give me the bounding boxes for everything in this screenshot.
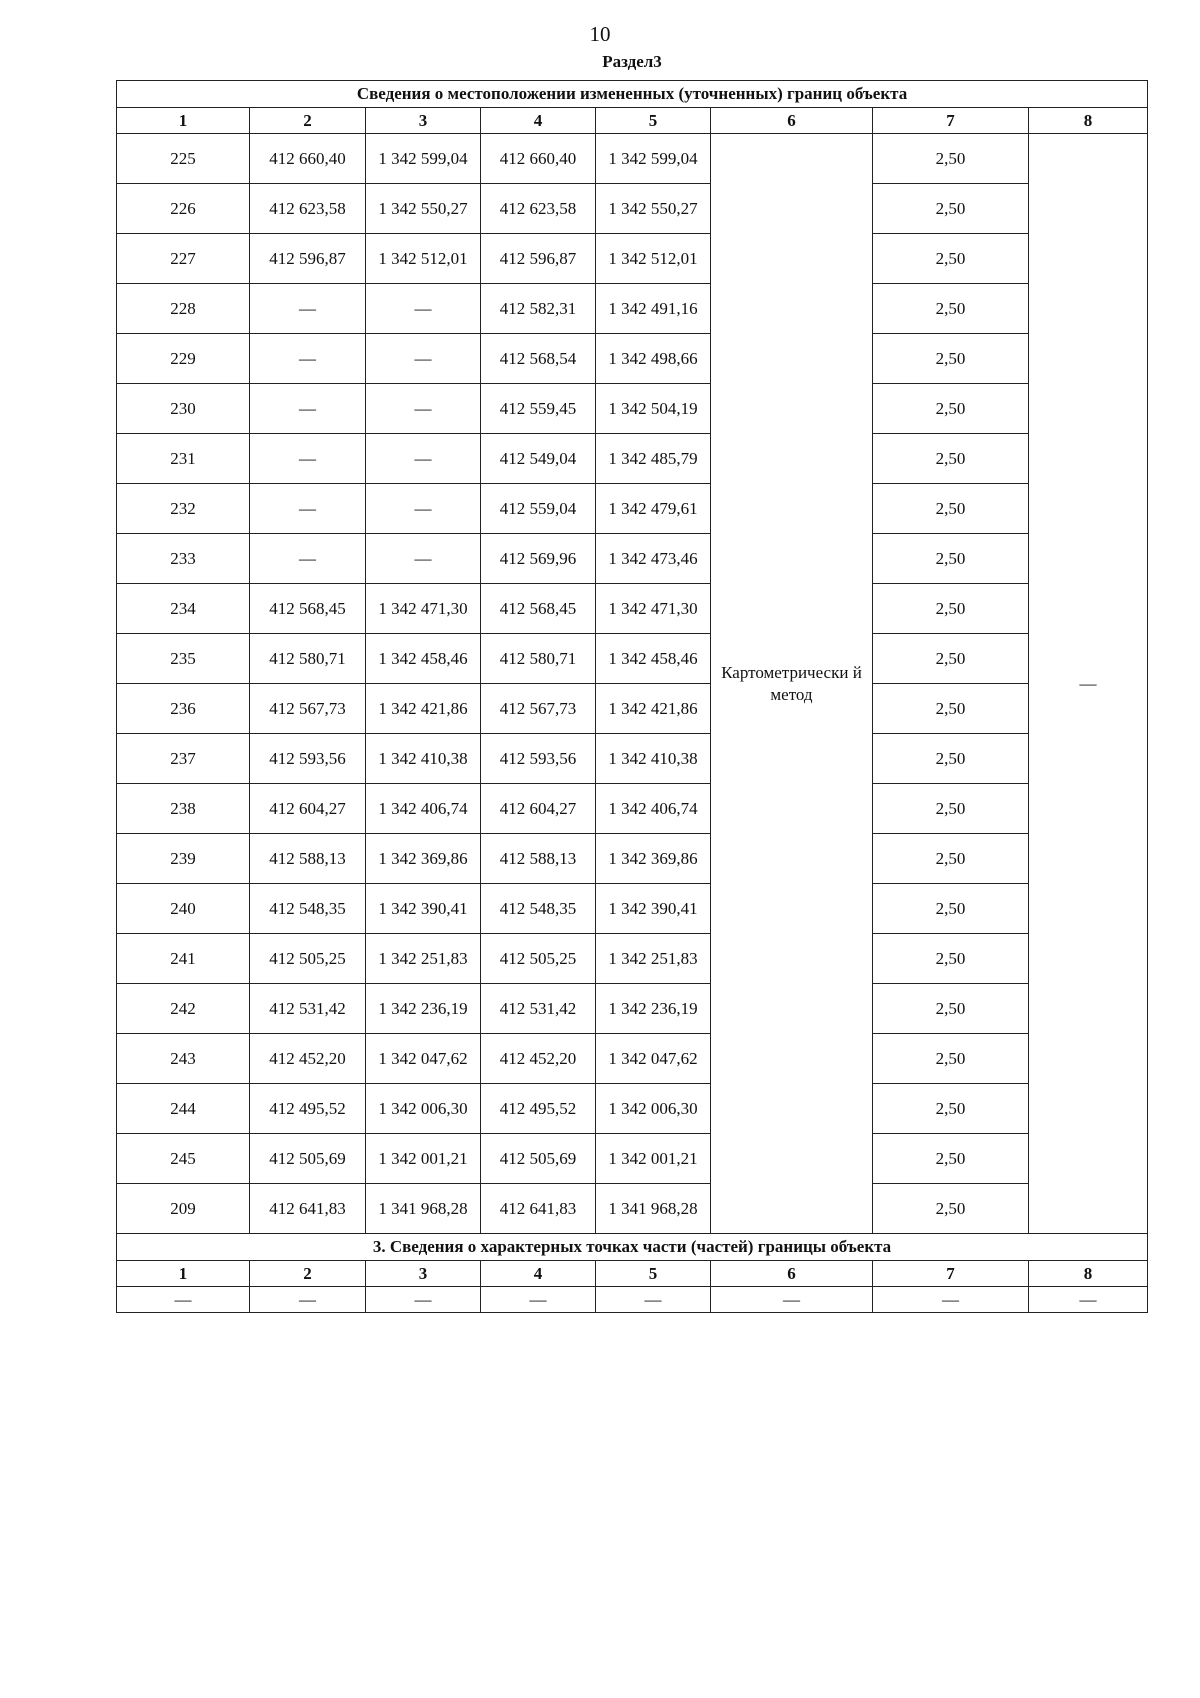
cell-point: 232 [117,484,250,534]
cell-point: 237 [117,734,250,784]
cell-x-old: — [250,384,366,434]
table-row [117,1134,1148,1184]
table-row [117,934,1148,984]
cell-x-old: 412 495,52 [250,1084,366,1134]
cell-y-old: 1 342 369,86 [366,834,481,884]
table-row [117,1184,1148,1234]
cell-accuracy: 2,50 [873,1084,1029,1134]
cell-point: 228 [117,284,250,334]
cell-y-new: 1 342 006,30 [596,1084,711,1134]
cell-y-new: 1 342 421,86 [596,684,711,734]
cell-point: 242 [117,984,250,1034]
cell-y-old: 1 342 512,01 [366,234,481,284]
cell-x-new: 412 452,20 [481,1034,596,1084]
table-row [117,334,1148,384]
cell-point: 227 [117,234,250,284]
table-row [117,284,1148,334]
cell-y-old: — [366,334,481,384]
cell-x-old: — [250,334,366,384]
table2-col-number: 1 [117,1261,250,1287]
cell-point: 225 [117,134,250,184]
table2-col-number: 5 [596,1261,711,1287]
cell-y-old: — [366,484,481,534]
cell-accuracy: 2,50 [873,384,1029,434]
cell-x-old: — [250,534,366,584]
cell-x-new: 412 567,73 [481,684,596,734]
cell-accuracy: 2,50 [873,634,1029,684]
cell-accuracy: 2,50 [873,684,1029,734]
cell-point: 230 [117,384,250,434]
cell-x-new: 412 641,83 [481,1184,596,1234]
cell-y-new: 1 342 491,16 [596,284,711,334]
cell-point: 236 [117,684,250,734]
cell-x-new: 412 588,13 [481,834,596,884]
cell-y-old: 1 342 599,04 [366,134,481,184]
cell-x-old: — [250,484,366,534]
table-row [117,484,1148,534]
cell-y-old: 1 342 458,46 [366,634,481,684]
cell-y-new: 1 342 001,21 [596,1134,711,1184]
cell-x-new: 412 604,27 [481,784,596,834]
table2-col-number: 8 [1029,1261,1148,1287]
page-number: 10 [589,22,611,46]
cell-accuracy: 2,50 [873,1034,1029,1084]
cell-y-new: 1 342 406,74 [596,784,711,834]
cell-x-new: 412 568,45 [481,584,596,634]
cell-accuracy: 2,50 [873,884,1029,934]
boundary-table [116,80,1148,1313]
cell-y-new: 1 342 369,86 [596,834,711,884]
cell-y-old: 1 342 006,30 [366,1084,481,1134]
cell-x-new: 412 531,42 [481,984,596,1034]
cell-x-old: 412 596,87 [250,234,366,284]
cell-x-old: 412 604,27 [250,784,366,834]
cell-y-old: — [366,534,481,584]
cell-accuracy: 2,50 [873,334,1029,384]
cell-y-new: 1 342 410,38 [596,734,711,784]
cell-accuracy: 2,50 [873,234,1029,284]
cell-accuracy: 2,50 [873,734,1029,784]
cell-y-new: 1 342 512,01 [596,234,711,284]
cell-y-old: 1 342 236,19 [366,984,481,1034]
cell-accuracy: 2,50 [873,284,1029,334]
cell-point: 238 [117,784,250,834]
cell-y-new: 1 341 968,28 [596,1184,711,1234]
table-row [117,884,1148,934]
cell-dash: — [250,1287,366,1313]
table-row [117,534,1148,584]
cell-dash: — [1029,1287,1148,1313]
cell-x-new: 412 623,58 [481,184,596,234]
cell-y-old: — [366,434,481,484]
cell-x-new: 412 505,25 [481,934,596,984]
cell-x-old: 412 623,58 [250,184,366,234]
cell-x-new: 412 660,40 [481,134,596,184]
cell-point: 239 [117,834,250,884]
cell-dash: — [481,1287,596,1313]
cell-accuracy: 2,50 [873,784,1029,834]
cell-x-old: 412 580,71 [250,634,366,684]
cell-point: 234 [117,584,250,634]
cell-accuracy: 2,50 [873,1134,1029,1184]
cell-y-new: 1 342 504,19 [596,384,711,434]
cell-y-old: 1 342 047,62 [366,1034,481,1084]
table-row [117,234,1148,284]
table1-col-number: 4 [481,108,596,134]
cell-x-old: 412 505,69 [250,1134,366,1184]
cell-x-new: 412 559,45 [481,384,596,434]
table-row [117,734,1148,784]
table-row [117,434,1148,484]
cell-y-new: 1 342 458,46 [596,634,711,684]
cell-y-new: 1 342 599,04 [596,134,711,184]
table1-col-number: 6 [711,108,873,134]
table-row [117,834,1148,884]
table-row [117,1034,1148,1084]
cell-method: Картометрически й метод [711,134,873,1234]
table2-column-numbers [117,1261,1148,1287]
table-row [117,784,1148,834]
cell-x-old: 412 567,73 [250,684,366,734]
cell-y-old: 1 342 001,21 [366,1134,481,1184]
table-row [117,634,1148,684]
cell-y-new: 1 342 390,41 [596,884,711,934]
table2-col-number: 3 [366,1261,481,1287]
cell-y-new: 1 342 550,27 [596,184,711,234]
cell-y-old: 1 342 251,83 [366,934,481,984]
cell-x-old: 412 531,42 [250,984,366,1034]
cell-accuracy: 2,50 [873,484,1029,534]
cell-dash: — [711,1287,873,1313]
cell-accuracy: 2,50 [873,934,1029,984]
cell-column8: — [1029,134,1148,1234]
cell-accuracy: 2,50 [873,184,1029,234]
table-row [117,184,1148,234]
table2-title: 3. Сведения о характерных точках части (частей) границы объекта [117,1234,1148,1261]
cell-y-new: 1 342 047,62 [596,1034,711,1084]
cell-y-old: — [366,284,481,334]
table1-title: Сведения о местоположении измененных (уточненных) границ объекта [117,81,1148,108]
cell-point: 243 [117,1034,250,1084]
cell-x-old: 412 660,40 [250,134,366,184]
cell-y-new: 1 342 485,79 [596,434,711,484]
cell-x-new: 412 582,31 [481,284,596,334]
cell-y-old: 1 342 421,86 [366,684,481,734]
cell-point: 241 [117,934,250,984]
cell-point: 240 [117,884,250,934]
table2-col-number: 2 [250,1261,366,1287]
cell-y-new: 1 342 473,46 [596,534,711,584]
cell-y-new: 1 342 251,83 [596,934,711,984]
table1-col-number: 3 [366,108,481,134]
cell-point: 235 [117,634,250,684]
cell-x-old: 412 641,83 [250,1184,366,1234]
cell-point: 231 [117,434,250,484]
cell-x-new: 412 505,69 [481,1134,596,1184]
cell-x-old: 412 505,25 [250,934,366,984]
table-row [117,1084,1148,1134]
table-row [117,684,1148,734]
cell-x-old: 412 548,35 [250,884,366,934]
cell-point: 245 [117,1134,250,1184]
cell-accuracy: 2,50 [873,834,1029,884]
cell-accuracy: 2,50 [873,534,1029,584]
cell-x-old: 412 593,56 [250,734,366,784]
cell-accuracy: 2,50 [873,434,1029,484]
cell-dash: — [117,1287,250,1313]
table2-col-number: 4 [481,1261,596,1287]
cell-x-new: 412 549,04 [481,434,596,484]
cell-x-old: — [250,434,366,484]
table1-col-number: 1 [117,108,250,134]
cell-y-old: 1 342 471,30 [366,584,481,634]
table2-col-number: 6 [711,1261,873,1287]
cell-y-old: 1 342 390,41 [366,884,481,934]
cell-point: 209 [117,1184,250,1234]
table-row [117,584,1148,634]
cell-point: 233 [117,534,250,584]
table1-col-number: 7 [873,108,1029,134]
table-row [117,134,1148,184]
table1-col-number: 2 [250,108,366,134]
cell-y-old: 1 342 550,27 [366,184,481,234]
cell-x-new: 412 568,54 [481,334,596,384]
table-row [117,384,1148,434]
cell-y-new: 1 342 471,30 [596,584,711,634]
table-row [117,984,1148,1034]
cell-y-new: 1 342 479,61 [596,484,711,534]
cell-accuracy: 2,50 [873,584,1029,634]
cell-x-new: 412 569,96 [481,534,596,584]
cell-accuracy: 2,50 [873,1184,1029,1234]
cell-x-new: 412 495,52 [481,1084,596,1134]
cell-y-old: 1 342 406,74 [366,784,481,834]
cell-x-old: 412 568,45 [250,584,366,634]
cell-y-old: — [366,384,481,434]
cell-x-old: — [250,284,366,334]
cell-accuracy: 2,50 [873,134,1029,184]
table1-col-number: 8 [1029,108,1148,134]
cell-x-old: 412 588,13 [250,834,366,884]
cell-y-old: 1 341 968,28 [366,1184,481,1234]
cell-accuracy: 2,50 [873,984,1029,1034]
table1-column-numbers [117,108,1148,134]
cell-x-new: 412 548,35 [481,884,596,934]
cell-point: 226 [117,184,250,234]
cell-dash: — [596,1287,711,1313]
table1-col-number: 5 [596,108,711,134]
section-title: Раздел3 [602,52,662,71]
cell-x-old: 412 452,20 [250,1034,366,1084]
cell-x-new: 412 559,04 [481,484,596,534]
cell-x-new: 412 596,87 [481,234,596,284]
cell-x-new: 412 580,71 [481,634,596,684]
cell-y-new: 1 342 498,66 [596,334,711,384]
cell-point: 229 [117,334,250,384]
cell-dash: — [366,1287,481,1313]
cell-point: 244 [117,1084,250,1134]
table-row [117,1287,1148,1313]
cell-y-old: 1 342 410,38 [366,734,481,784]
table2-col-number: 7 [873,1261,1029,1287]
cell-dash: — [873,1287,1029,1313]
cell-y-new: 1 342 236,19 [596,984,711,1034]
cell-x-new: 412 593,56 [481,734,596,784]
